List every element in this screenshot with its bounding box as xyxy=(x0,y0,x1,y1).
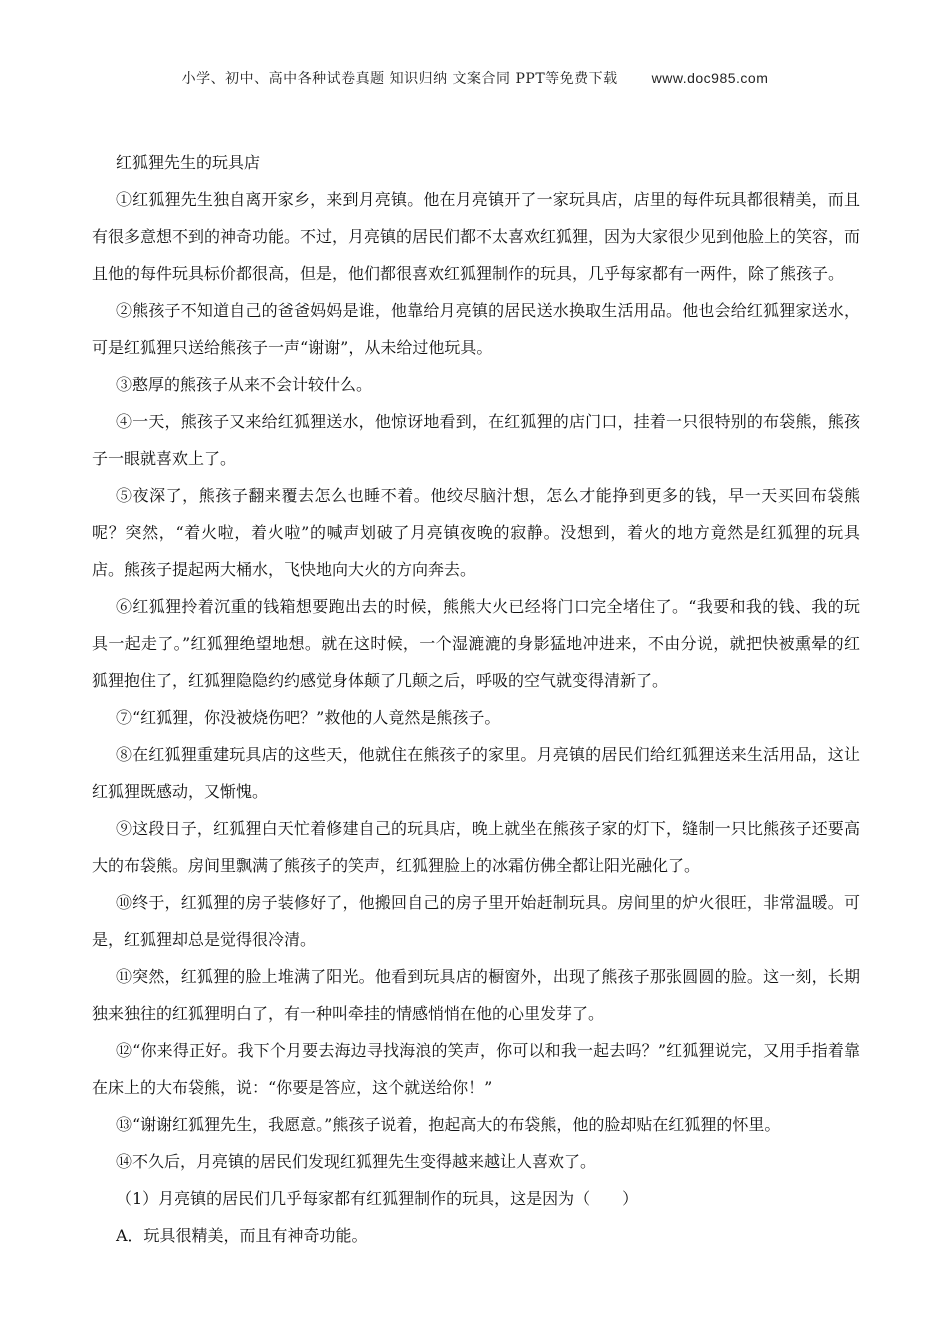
paragraph: ⑪突然，红狐狸的脸上堆满了阳光。他看到玩具店的橱窗外，出现了熊孩子那张圆圆的脸。这一刻，长期独来独往的红狐狸明白了，有一种叫牵挂的情感悄悄在他的心里发芽了。 xyxy=(92,967,860,1023)
paragraph: ⑦“红狐狸，你没被烧伤吧？”救他的人竟然是熊孩子。 xyxy=(116,708,501,727)
paragraph: ⑬“谢谢红狐狸先生，我愿意。”熊孩子说着，抱起高大的布袋熊，他的脸却贴在红狐狸的怀里。 xyxy=(116,1115,781,1134)
paragraph: ①红狐狸先生独自离开家乡，来到月亮镇。他在月亮镇开了一家玩具店，店里的每件玩具都很精美，而且有很多意想不到的神奇功能。不过，月亮镇的居民们都不太喜欢红狐狸，因为大家很少见到他脸上的笑容，而且他的每件玩具标价都很高，但是，他们都很喜欢红狐狸制作的玩具，几乎每家都有一两件，除了熊孩子。 xyxy=(92,190,861,283)
paragraph: ⑥红狐狸拎着沉重的钱箱想要跑出去的时候，熊熊大火已经将门口完全堵住了。“我要和我的钱、我的玩具一起走了。”红狐狸绝望地想。就在这时候，一个湿漉漉的身影猛地冲进来，不由分说，就把快被熏晕的红狐狸抱住了，红狐狸隐隐约约感觉身体颠了几颠之后，呼吸的空气就变得清新了。 xyxy=(92,597,860,690)
paragraph: ⑩终于，红狐狸的房子装修好了，他搬回自己的房子里开始赶制玩具。房间里的炉火很旺，非常温暖。可是，红狐狸却总是觉得很冷清。 xyxy=(92,893,860,949)
paragraph: ⑭不久后，月亮镇的居民们发现红狐狸先生变得越来越让人喜欢了。 xyxy=(116,1152,597,1171)
paragraph: ⑫“你来得正好。我下个月要去海边寻找海浪的笑声，你可以和我一起去吗？”红狐狸说完，又用手指着靠在床上的大布袋熊，说：“你要是答应，这个就送给你！” xyxy=(92,1041,860,1097)
article-body xyxy=(92,144,860,1254)
paragraph: ②熊孩子不知道自己的爸爸妈妈是谁，他靠给月亮镇的居民送水换取生活用品。他也会给红狐狸家送水，可是红狐狸只送给熊孩子一声“谢谢”，从未给过他玩具。 xyxy=(92,301,860,357)
header-text: 小学、初中、高中各种试卷真题 知识归纳 文案合同 PPT等免费下载 xyxy=(181,71,618,87)
article-title: 红狐狸先生的玩具店 xyxy=(116,153,261,172)
question-option-a: A．玩具很精美，而且有神奇功能。 xyxy=(116,1226,368,1245)
paragraph: ④一天，熊孩子又来给红狐狸送水，他惊讶地看到，在红狐狸的店门口，挂着一只很特别的布袋熊，熊孩子一眼就喜欢上了。 xyxy=(92,412,860,468)
page-header xyxy=(0,68,950,88)
paragraph: ⑤夜深了，熊孩子翻来覆去怎么也睡不着。他绞尽脑汁想，怎么才能挣到更多的钱，早一天买回布袋熊呢？突然，“着火啦，着火啦”的喊声划破了月亮镇夜晚的寂静。没想到，着火的地方竟然是红狐狸的玩具店。熊孩子提起两大桶水，飞快地向大火的方向奔去。 xyxy=(92,486,860,579)
paragraph: ③憨厚的熊孩子从来不会计较什么。 xyxy=(116,375,373,394)
paragraph: ⑨这段日子，红狐狸白天忙着修建自己的玩具店，晚上就坐在熊孩子家的灯下，缝制一只比熊孩子还要高大的布袋熊。房间里飘满了熊孩子的笑声，红狐狸脸上的冰霜仿佛全都让阳光融化了。 xyxy=(92,819,860,875)
question-stem: （1）月亮镇的居民们几乎每家都有红狐狸制作的玩具，这是因为（ ） xyxy=(116,1189,639,1208)
header-site-link[interactable]: www.doc985.com xyxy=(651,70,769,86)
paragraph: ⑧在红狐狸重建玩具店的这些天，他就住在熊孩子的家里。月亮镇的居民们给红狐狸送来生活用品，这让红狐狸既感动，又惭愧。 xyxy=(92,745,860,801)
